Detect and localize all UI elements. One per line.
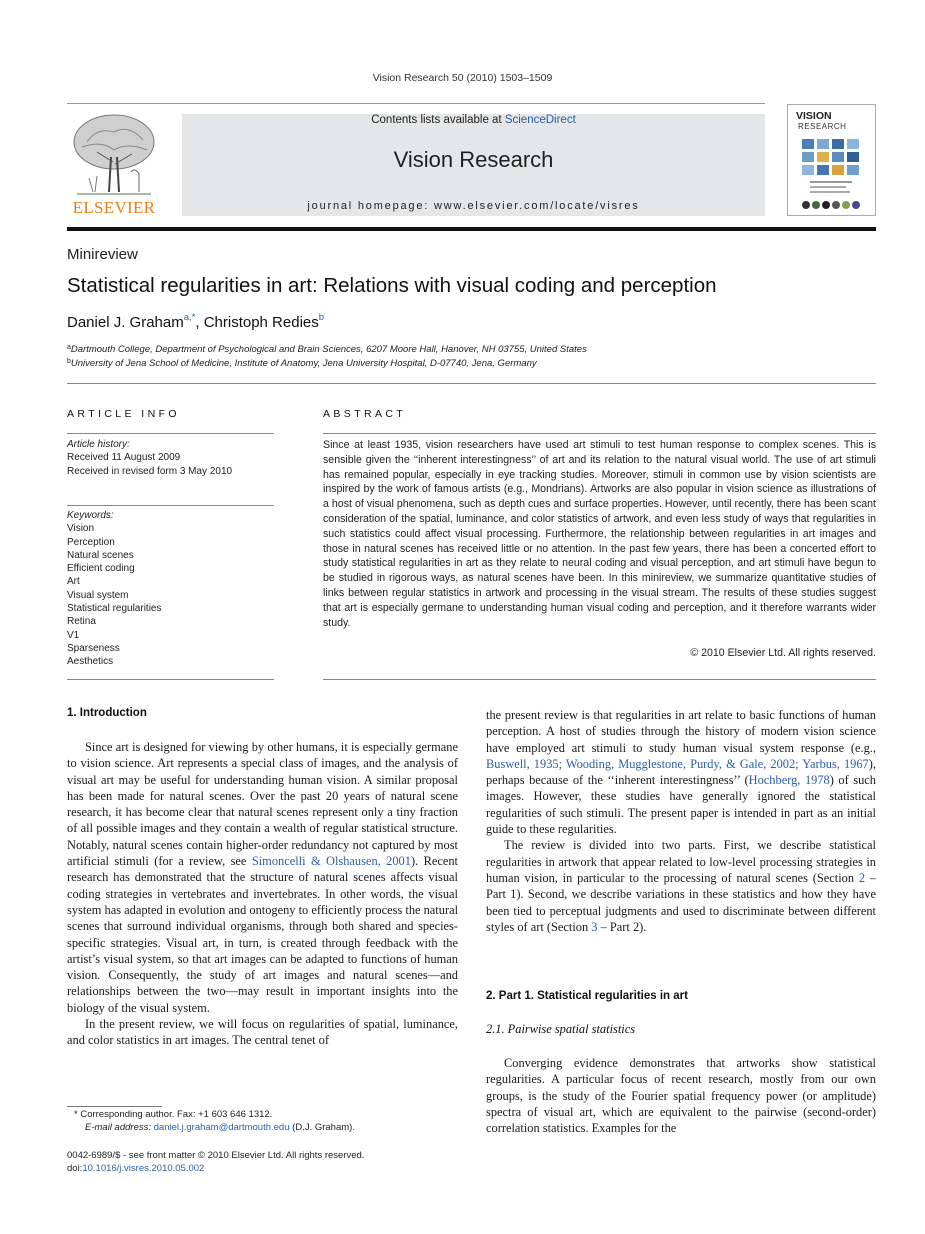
keywords-rule bbox=[67, 505, 274, 506]
email-suffix: (D.J. Graham). bbox=[289, 1122, 355, 1133]
intro-paragraph-3 bbox=[486, 707, 876, 837]
section-2-link[interactable]: 2 bbox=[858, 870, 866, 885]
footnote-rule bbox=[67, 1106, 162, 1107]
cover-title-vision: VISION bbox=[796, 110, 832, 122]
keyword: Art bbox=[67, 576, 80, 588]
journal-title: Vision Research bbox=[393, 147, 554, 172]
journal-cover-thumbnail bbox=[787, 104, 876, 216]
article-info-heading: ARTICLE INFO bbox=[67, 408, 180, 420]
abstract-rule bbox=[323, 433, 876, 434]
keyword: Statistical regularities bbox=[67, 603, 162, 615]
right-column bbox=[486, 707, 876, 935]
sciencedirect-link[interactable]: ScienceDirect bbox=[504, 114, 576, 126]
author-separator: , bbox=[195, 314, 204, 331]
left-column bbox=[67, 739, 458, 1049]
intro-p4-text-a: The review is divided into two parts. First, we describe statistical regularities in artwork that appear related to low-level processing strategies in human vision, in particular to the processing of natural scenes (Section bbox=[486, 838, 876, 885]
header-top-rule bbox=[67, 103, 765, 104]
keywords-block bbox=[67, 509, 274, 669]
keyword: V1 bbox=[67, 629, 80, 641]
article-history bbox=[67, 438, 274, 478]
cover-art-icon bbox=[802, 135, 864, 213]
intro-p3-text-a: the present review is that regularities in art relate to basic functions of human perception. A host of studies through the history of modern vision science have employed art stimuli to study human visual system response (e.g., bbox=[486, 708, 876, 755]
history-label: Article history: bbox=[67, 439, 130, 450]
intro-heading: 1. Introduction bbox=[67, 707, 147, 719]
right-column-continued bbox=[486, 1055, 876, 1136]
affiliation-b bbox=[67, 358, 537, 369]
author-graham-affil[interactable]: a,* bbox=[183, 312, 196, 323]
abstract-heading: ABSTRACT bbox=[323, 408, 407, 420]
keyword: Aesthetics bbox=[67, 656, 114, 668]
section-2-1-paragraph: Converging evidence demonstrates that artworks show statistical regularities. A particular focus of recent research, mostly from our own groups, is the study of the Fourier spatial frequency power (or amplitude) spectra of visual art, which are equivalent to the pairwise (second-order) correlation statistics. Examples for the bbox=[486, 1056, 876, 1136]
citation-hochberg[interactable]: Hochberg, 1978 bbox=[748, 773, 830, 788]
author-redies: Christoph Redies bbox=[203, 314, 319, 331]
keyword: Perception bbox=[67, 536, 115, 548]
journal-reference: Vision Research 50 (2010) 1503–1509 bbox=[372, 72, 553, 84]
received-date: Received 11 August 2009 bbox=[67, 452, 181, 464]
email-link[interactable]: daniel.j.graham@dartmouth.edu bbox=[153, 1122, 290, 1133]
author-list bbox=[67, 314, 324, 331]
revised-date: Received in revised form 3 May 2010 bbox=[67, 465, 233, 477]
doi-link[interactable]: 10.1016/j.visres.2010.05.002 bbox=[82, 1163, 205, 1174]
article-title: Statistical regularities in art: Relations with visual coding and perception bbox=[67, 274, 717, 297]
journal-banner bbox=[182, 114, 765, 216]
affiliation-a-text: Dartmouth College, Department of Psychological and Brain Sciences, 6207 Moore Hall, Hanover, NH 03755, United States bbox=[70, 344, 587, 355]
corresponding-author-note: * Corresponding author. Fax: +1 603 646 1312. bbox=[74, 1109, 273, 1120]
elsevier-tree-icon bbox=[67, 112, 161, 198]
intro-paragraph-1 bbox=[67, 739, 458, 1016]
affiliation-a bbox=[67, 344, 587, 355]
keywords-label: Keywords: bbox=[67, 510, 114, 521]
section-3-link[interactable]: 3 bbox=[591, 919, 598, 934]
email-note bbox=[85, 1122, 355, 1133]
abstract-copyright: © 2010 Elsevier Ltd. All rights reserved. bbox=[690, 647, 876, 659]
keyword: Efficient coding bbox=[67, 563, 135, 575]
affiliation-a-marker: a bbox=[67, 344, 71, 351]
intro-p3-text-b: ), perhaps because of the ‘‘inherent interestingness’’ ( bbox=[486, 756, 876, 788]
intro-paragraph-4 bbox=[486, 837, 876, 935]
keyword: Retina bbox=[67, 616, 96, 628]
affiliation-b-text: University of Jena School of Medicine, Institute of Anatomy, Jena University Hospital, D-07740, Jena, Germany bbox=[70, 358, 537, 369]
intro-p4-text-b: – Part 1). Second, we describe variations in these statistics and how they have been tied to perceptual judgments and used to discriminate between different styles of art (Section bbox=[486, 870, 876, 934]
article-info-rule bbox=[67, 433, 274, 434]
keyword: Sparseness bbox=[67, 642, 120, 654]
doi-line bbox=[67, 1163, 204, 1174]
intro-p1-text-b: ). Recent research has demonstrated that the structure of natural scenes affects visual coding strategies in vertebrates and invertebrates. In other words, the visual system has adapted in evolution and ontogeny to efficiently process the natural scenes that surround individual organisms, through both shared and species-specific strategies. Visual art, in turn, is created through feedback with the artist’s visual system, so that art images can be adapted to functions of human vision. Consequently, the study of art images and natural scenes—and relationships between the two—may result in important insights into the biology of the visual system. bbox=[67, 854, 459, 1015]
intro-p1-text-a: Since art is designed for viewing by other humans, it is especially germane to vision science. Art represents a special class of images, and the analysis of visual art may be useful for understanding human vision. A similar proposal has been made for natural scenes. Over the past 20 years of natural scene research, it has become clear that natural scenes represent only a tiny fraction of all possible images and they contain a wealth of regular statistical structure. Notably, natural scenes contain higher-order redundancy not captured by most artificial stimuli (for a review, see bbox=[67, 740, 458, 869]
author-redies-affil[interactable]: b bbox=[318, 312, 325, 323]
article-type: Minireview bbox=[67, 246, 138, 263]
issn-line: 0042-6989/$ - see front matter © 2010 Elsevier Ltd. All rights reserved. bbox=[67, 1150, 365, 1161]
keyword: Visual system bbox=[67, 589, 129, 601]
keyword: Vision bbox=[67, 523, 95, 535]
doi-label: doi: bbox=[67, 1163, 83, 1174]
intro-paragraph-2: In the present review, we will focus on regularities of spatial, luminance, and color statistics in art images. The central tenet of bbox=[67, 1017, 458, 1048]
intro-p4-text-c: – Part 2). bbox=[597, 919, 647, 934]
elsevier-logo bbox=[67, 112, 161, 218]
intro-p3-text-c: ) of such images. However, these studies have generally ignored the statistical regularities of such stimuli. The present paper is intended in part as an initial guide to these regularities. bbox=[486, 773, 877, 837]
cover-title-research: RESEARCH bbox=[798, 122, 847, 131]
affiliation-b-marker: b bbox=[67, 358, 71, 365]
elsevier-wordmark: ELSEVIER bbox=[72, 198, 156, 217]
abstract-text: Since at least 1935, vision researchers have used art stimuli to test human response to complex scenes. This is sensible given the ‘‘inherent interestingness’’ of art and its relation to the natural visual world. The use of art stimuli has remained popular, especially in eye tracking studies. Moreover, stimuli in common use by vision scientists are inspired by the work of famous artists (e.g., Mondrians). Artworks are also popular in vision science as illustrations of a host of visual phenomena, such as depth cues and surface properties. However, until recently, there has been scant consideration of the spatial, luminance, and color statistics of artwork, and even less study of ways that regularities in such statistics could affect visual processing. Furthermore, the relationship between regularities in art images and those in natural scenes has received little or no attention. In the past few years, there has been a concerted effort to study statistical regularities in art as they relate to neural coding and visual perception, and art stimuli have begun to be studied in rigorous ways, as natural scenes have been. In this minireview, we summarize quantitative studies of links between regular statistics in artwork and processing in the visual stream. The results of these studies suggest that art is especially germane to understanding human visual coding and perception, and it therefore warrants wider study. bbox=[323, 439, 876, 629]
journal-homepage[interactable]: journal homepage: www.elsevier.com/locate/visres bbox=[307, 200, 640, 212]
header-thick-rule bbox=[67, 227, 876, 231]
author-graham: Daniel J. Graham bbox=[67, 314, 184, 331]
keyword: Natural scenes bbox=[67, 549, 134, 561]
email-label: E-mail address: bbox=[85, 1122, 154, 1133]
abstract-bottom-rule bbox=[323, 679, 876, 680]
contents-prefix: Contents lists available at bbox=[371, 114, 505, 126]
subsection-heading: 2.1. Pairwise spatial statistics bbox=[486, 1022, 636, 1036]
citation-buswell-wooding-yarbus[interactable]: Buswell, 1935; Wooding, Mugglestone, Purdy, & Gale, 2002; Yarbus, 1967 bbox=[486, 756, 869, 771]
article-info-bottom-rule bbox=[67, 679, 274, 680]
title-block-rule bbox=[67, 383, 876, 384]
part1-heading: 2. Part 1. Statistical regularities in art bbox=[486, 990, 688, 1002]
contents-line bbox=[182, 114, 765, 126]
citation-simoncelli-olshausen[interactable]: Simoncelli & Olshausen, 2001 bbox=[251, 854, 411, 869]
